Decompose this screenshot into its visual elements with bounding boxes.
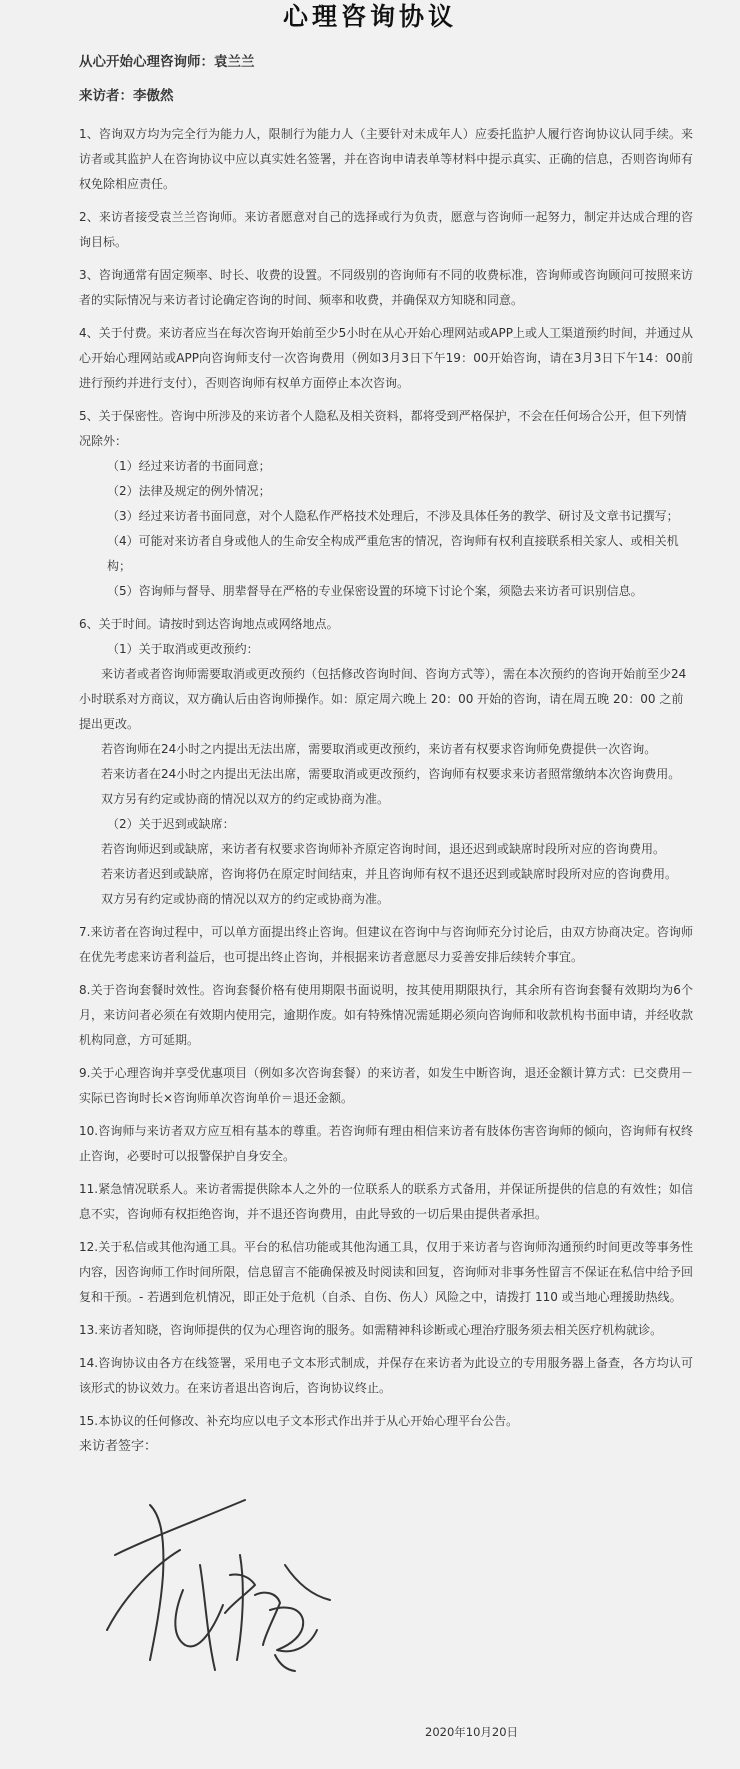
page-title: 心理咨询协议 [282, 2, 457, 31]
clause-6-sub1-title: （1）关于取消或更改预约： [107, 642, 259, 656]
clause-5-item: （4）可能对来访者自身或他人的生命安全构成严重危害的情况，咨询师有权利直接联系相关家人、或相关机构； [107, 534, 679, 573]
clause-12: 12.关于私信或其他沟通工具。平台的私信功能或其他沟通工具，仅用于来访者与咨询师沟通预约时间更改等事务性内容，因咨询师工作时间所限，信息留言不能确保被及时阅读和回复，咨询师对非事务性留言不保证在私信中给予回复和干预。- 若遇到危机情况，即正处于危机（自杀、自伤、伤人）风险之中，请拨打 110 或当地心理援助热线。 [79, 1240, 693, 1304]
clause-6-sub2-title: （2）关于迟到或缺席： [107, 817, 235, 831]
clause-6-sub2-line: 双方另有约定或协商的情况以双方的约定或协商为准。 [101, 892, 390, 906]
clause-5-item: （3）经过来访者书面同意，对个人隐私作严格技术处理后，不涉及具体任务的教学、研讨及文章书记撰写； [107, 509, 679, 523]
agreement-body [79, 122, 693, 1442]
clause-5-intro: 5、关于保密性。咨询中所涉及的来访者个人隐私及相关资料，都将受到严格保护，不会在任何场合公开，但下列情况除外： [79, 409, 687, 448]
clause-5-item: （2）法律及规定的例外情况； [107, 484, 271, 498]
clause-4: 4、关于付费。来访者应当在每次咨询开始前至少5小时在从心开始心理网站或APP上或人工渠道预约时间，并通过从心开始心理网站或APP向咨询师支付一次咨询费用（例如3月3日下午19：00开始咨询，请在3月3日下午14：00前进行预约并进行支付），否则咨询师有权单方面停止本次咨询。 [79, 326, 693, 390]
clause-6-sub1-body: 来访者或者咨询师需要取消或更改预约（包括修改咨询时间、咨询方式等），需在本次预约的咨询开始前至少24小时联系对方商议，双方确认后由咨询师操作。如：原定周六晚上 20：00 开始的咨询，请在周五晚 20：00 之前提出更改。 [79, 667, 687, 731]
counselor-line: 从心开始心理咨询师：袁兰兰 [79, 54, 255, 70]
clause-6-sub1-line: 若咨询师在24小时之内提出无法出席，需要取消或更改预约，来访者有权要求咨询师免费提供一次咨询。 [101, 742, 657, 756]
clause-11: 11.紧急情况联系人。来访者需提供除本人之外的一位联系人的联系方式备用，并保证所提供的信息的有效性；如信息不实，咨询师有权拒绝咨询，并不退还咨询费用，由此导致的一切后果由提供者承担。 [79, 1182, 693, 1221]
handwritten-signature [105, 1495, 335, 1675]
clause-13: 13.来访者知晓，咨询师提供的仅为心理咨询的服务。如需精神科诊断或心理治疗服务须去相关医疗机构就诊。 [79, 1323, 663, 1337]
clause-14: 14.咨询协议由各方在线签署，采用电子文本形式制成，并保存在来访者为此设立的专用服务器上备查，各方均认可该形式的协议效力。在来访者退出咨询后，咨询协议终止。 [79, 1356, 693, 1395]
clause-7: 7.来访者在咨询过程中，可以单方面提出终止咨询。但建议在咨询中与咨询师充分讨论后，由双方协商决定。咨询师在优先考虑来访者利益后，也可提出终止咨询，并根据来访者意愿尽力妥善安排后续转介事宜。 [79, 925, 693, 964]
clause-6-sub2-line: 若咨询师迟到或缺席，来访者有权要求咨询师补齐原定咨询时间，退还迟到或缺席时段所对应的咨询费用。 [101, 842, 666, 856]
clause-9: 9.关于心理咨询并享受优惠项目（例如多次咨询套餐）的来访者，如发生中断咨询，退还金额计算方式：已交费用－实际已咨询时长×咨询师单次咨询单价＝退还金额。 [79, 1066, 693, 1105]
clause-15: 15.本协议的任何修改、补充均应以电子文本形式作出并于从心开始心理平台公告。 [79, 1414, 519, 1428]
clause-10: 10.咨询师与来访者双方应互相有基本的尊重。若咨询师有理由相信来访者有肢体伤害咨询师的倾向，咨询师有权终止咨询，必要时可以报警保护自身安全。 [79, 1124, 693, 1163]
signature-date: 2020年10月20日 [425, 1725, 519, 1739]
clause-6-sub1-line: 若来访者在24小时之内提出无法出席，需要取消或更改预约，咨询师有权要求来访者照常缴纳本次咨询费用。 [101, 767, 681, 781]
clause-5-item: （1）经过来访者的书面同意； [107, 459, 271, 473]
signature-label: 来访者签字： [79, 1439, 158, 1454]
visitor-line: 来访者：李傲然 [79, 88, 174, 104]
clause-1: 1、咨询双方均为完全行为能力人，限制行为能力人（主要针对未成年人）应委托监护人履行咨询协议认同手续。来访者或其监护人在咨询协议中应以真实姓名签署，并在咨询申请表单等材料中提示真实、正确的信息，否则咨询师有权免除相应责任。 [79, 127, 693, 191]
clause-6-sub2-line: 若来访者迟到或缺席，咨询将仍在原定时间结束，并且咨询师有权不退还迟到或缺席时段所对应的咨询费用。 [101, 867, 678, 881]
clause-2: 2、来访者接受袁兰兰咨询师。来访者愿意对自己的选择或行为负责，愿意与咨询师一起努力，制定并达成合理的咨询目标。 [79, 210, 693, 249]
clause-6-sub1-line: 双方另有约定或协商的情况以双方的约定或协商为准。 [101, 792, 390, 806]
clause-5-item: （5）咨询师与督导、朋辈督导在严格的专业保密设置的环境下讨论个案，须隐去来访者可识别信息。 [107, 584, 643, 598]
clause-3: 3、咨询通常有固定频率、时长、收费的设置。不同级别的咨询师有不同的收费标准，咨询师或咨询顾问可按照来访者的实际情况与来访者讨论确定咨询的时间、频率和收费，并确保双方知晓和同意。 [79, 268, 693, 307]
clause-6-intro: 6、关于时间。请按时到达咨询地点或网络地点。 [79, 617, 339, 631]
clause-8: 8.关于咨询套餐时效性。咨询套餐价格有使用期限书面说明，按其使用期限执行，其余所有咨询套餐有效期均为6个月，来访问者必须在有效期内使用完，逾期作废。如有特殊情况需延期必须向咨询师和收款机构书面申请，并经收款机构同意，方可延期。 [79, 983, 693, 1047]
